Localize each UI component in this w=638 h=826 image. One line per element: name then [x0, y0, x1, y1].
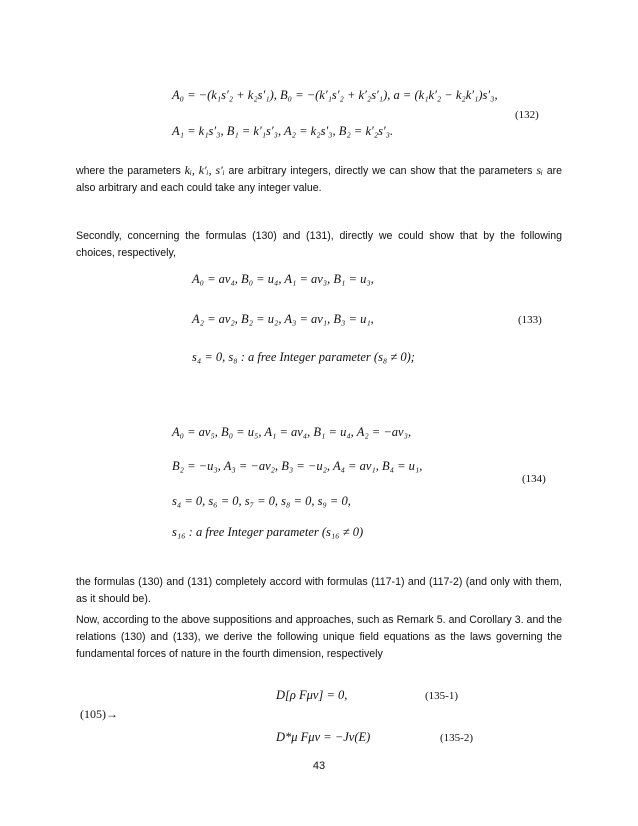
eq133-number: (133) [518, 314, 542, 326]
paragraph-secondly: Secondly, concerning the formulas (130) and (131), directly we could show that by the following choices, respectively, [76, 230, 562, 259]
eq132-number: (132) [515, 109, 539, 121]
eq135-line2: D*μ Fμν = −Jν(E) [276, 730, 371, 744]
eq134-line1: A₀ = av₅, B₀ = u₅, A₁ = av₄, B₁ = u₄, A₂ = −av₃, [172, 425, 412, 439]
eq133-line3: s₄ = 0, s₈ : a free Integer parameter (s₈ ≠ 0); [192, 350, 415, 364]
eq135-line1: D[ρ Fμν] = 0, [276, 688, 348, 702]
eq134-number: (134) [522, 473, 546, 485]
eq132-line2: A₁ = k₁s′₃, B₁ = k′₁s′₃, A₂ = k₂s′₃, B₂ = k′₂s′₃. [172, 124, 394, 138]
eq134-line2: B₂ = −u₃, A₃ = −av₂, B₃ = −u₂, A₄ = av₁, B₄ = u₁, [172, 459, 423, 473]
eq135-arrow: (105)→ [80, 707, 118, 721]
eq134-line4: s₁₆ : a free Integer parameter (s₁₆ ≠ 0) [172, 525, 364, 539]
paragraph-parameters: where the parameters kᵢ, k′ᵢ, s′ᵢ are arbitrary integers, directly we can show that the parameters sᵢ are also arbitrary and each could take any integer value. [76, 163, 563, 194]
eq133-line2: A₂ = av₂, B₂ = u₂, A₃ = av₁, B₃ = u₁, [192, 312, 374, 326]
paragraph-now: Now, according to the above suppositions and approaches, such as Remark 5. and Corollary 3. and the relations (130) and (133), we derive the following unique field equations as the laws governing the fundamental forces of nature in the fourth dimension, respectively [76, 614, 562, 660]
eq135-number-1: (135-1) [425, 690, 458, 702]
eq132-line1: A₀ = −(k₁s′₂ + k₂s′₁), B₀ = −(k′₁s′₂ + k′₂s′₁), a = (k₁k′₂ − k₂k′₁)s′₃, [172, 88, 498, 102]
paragraph-accord: the formulas (130) and (131) completely accord with formulas (117-1) and (117-2) (and only with them, as it should be). [76, 576, 562, 605]
page-number: 43 [312, 760, 326, 772]
eq133-line1: A₀ = av₄, B₀ = u₄, A₁ = av₃, B₁ = u₃, [192, 272, 374, 286]
eq134-line3: s₄ = 0, s₆ = 0, s₇ = 0, s₈ = 0, s₉ = 0, [172, 494, 351, 508]
eq135-number-2: (135-2) [440, 732, 473, 744]
